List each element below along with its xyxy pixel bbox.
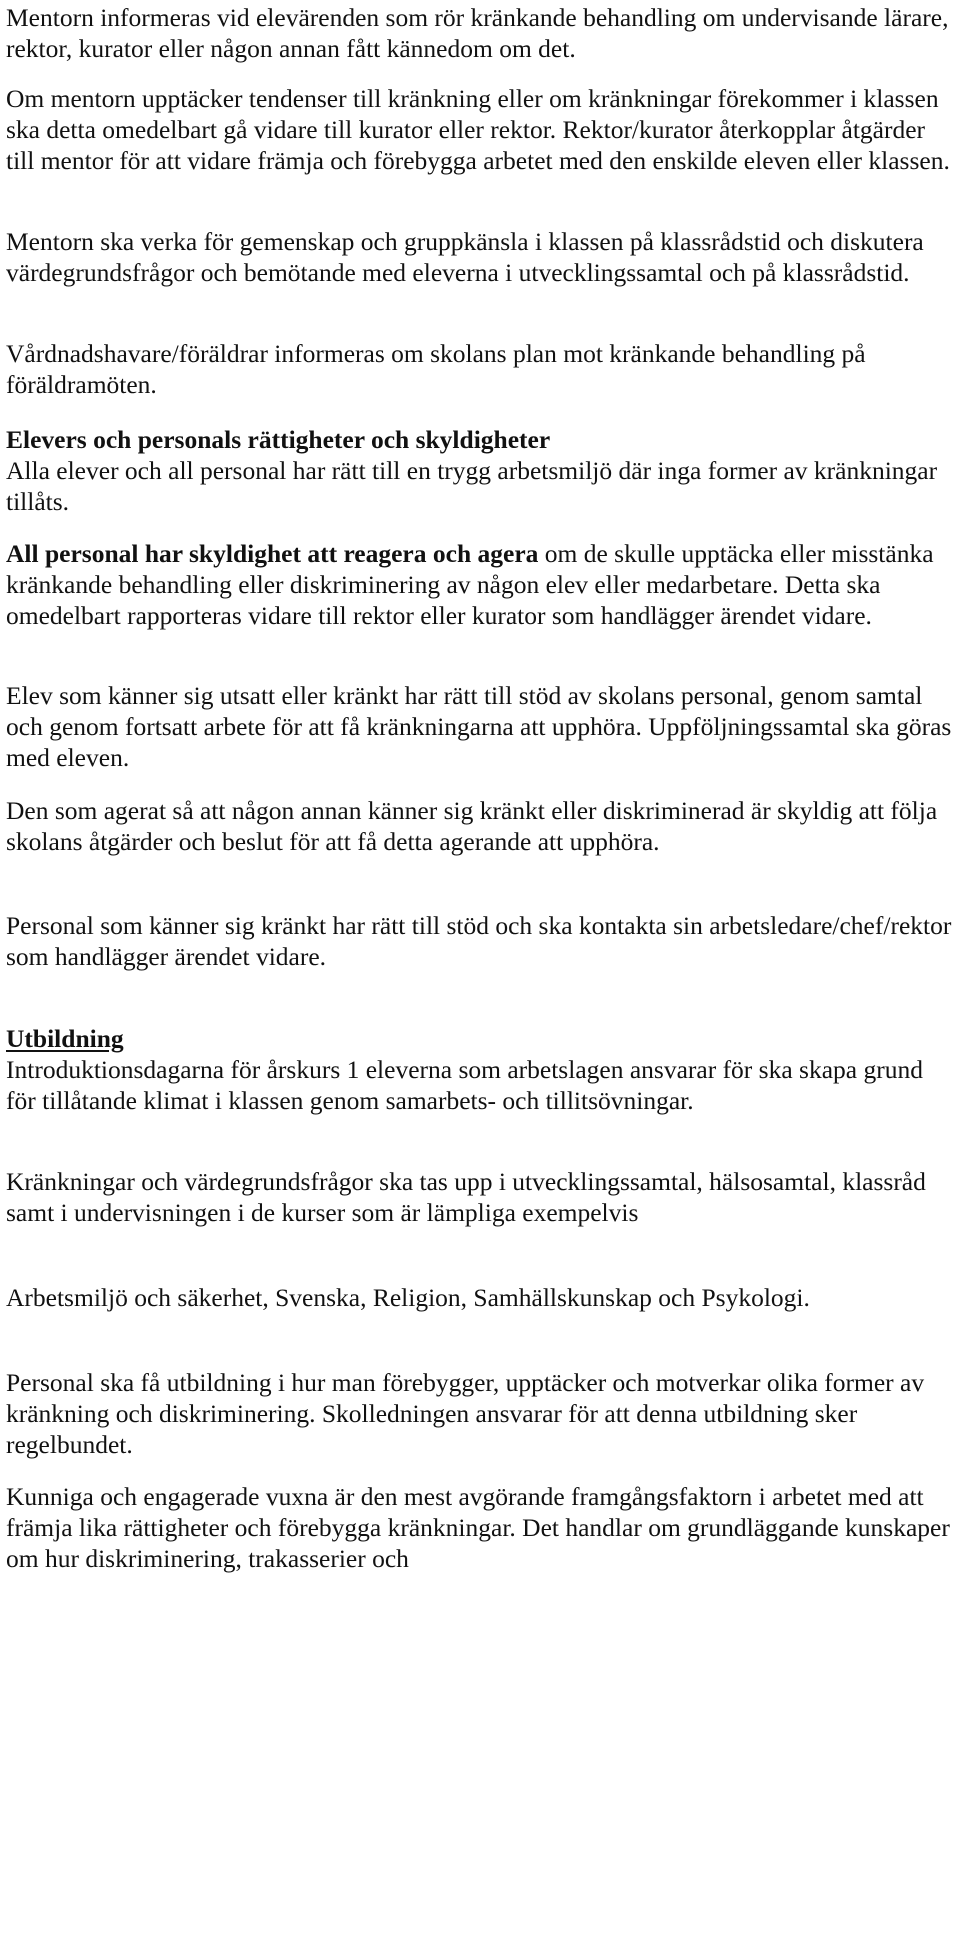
paragraph-safe-workplace: Alla elever och all personal har rätt till en trygg arbetsmiljö där inga former av kränkningar tillåts.: [6, 456, 938, 516]
paragraph-introduction-days: Introduktionsdagarna för årskurs 1 eleverna som arbetslagen ansvarar för ska skapa grund för tillåtande klimat i klassen genom samarbets- och tillitsövningar.: [6, 1055, 923, 1115]
paragraph-staff-training: Personal ska få utbildning i hur man förebygger, upptäcker och motverkar olika former av kränkning och diskriminering. Skolledningen ansvarar för att denna utbildning sker regelbundet.: [6, 1368, 925, 1459]
heading-rights-duties: Elevers och personals rättigheter och skyldigheter: [6, 425, 551, 454]
paragraph-staff-duty: [6, 538, 954, 631]
paragraph-engaged-adults: Kunniga och engagerade vuxna är den mest avgörande framgångsfaktorn i arbetet med att främja lika rättigheter och förebygga kränkningar. Det handlar om grundläggande kunskaper om hur diskriminering, trakasserier och: [6, 1482, 950, 1573]
staff-duty-text: om de skulle upptäcka eller misstänka kränkande behandling eller diskriminering av någon elev eller medarbetare. Detta ska omedelbart rapporteras vidare till rektor eller kurator som handlägger ärendet vidare.: [6, 539, 934, 630]
paragraph-student-support: Elev som känner sig utsatt eller kränkt har rätt till stöd av skolans personal, genom samtal och genom fortsatt arbete för att få kränkningarna att upphöra. Uppföljningssamtal ska göras med eleven.: [6, 681, 952, 772]
paragraph-offender-duty: Den som agerat så att någon annan känner sig kränkt eller diskriminerad är skyldig att följa skolans åtgärder och beslut för att få detta agerande att upphöra.: [6, 796, 938, 856]
paragraph-courses: Arbetsmiljö och säkerhet, Svenska, Religion, Samhällskunskap och Psykologi.: [6, 1283, 810, 1312]
paragraph-guardians-informed: Vårdnadshavare/föräldrar informeras om skolans plan mot kränkande behandling på föräldramöten.: [6, 339, 866, 399]
paragraph-staff-support: Personal som känner sig kränkt har rätt till stöd och ska kontakta sin arbetsledare/chef/rektor som handlägger ärendet vidare.: [6, 911, 952, 971]
heading-education: Utbildning: [6, 1024, 124, 1053]
paragraph-mentor-detects: Om mentorn upptäcker tendenser till kränkning eller om kränkningar förekommer i klassen ska detta omedelbart gå vidare till kurator eller rektor. Rektor/kurator återkopplar åtgärder till mentor för att vidare främja och förebygga arbetet med den enskilde eleven eller klassen.: [6, 84, 950, 175]
paragraph-mentor-informed: Mentorn informeras vid elevärenden som rör kränkande behandling om undervisande lärare, rektor, kurator eller någon annan fått kännedom om det.: [6, 3, 949, 63]
paragraph-mentor-community: Mentorn ska verka för gemenskap och gruppkänsla i klassen på klassrådstid och diskutera värdegrundsfrågor och bemötande med eleverna i utvecklingssamtal och på klassrådstid.: [6, 227, 924, 287]
staff-duty-emphasis: All personal har skyldighet att reagera och agera: [6, 539, 539, 568]
paragraph-value-questions: Kränkningar och värdegrundsfrågor ska tas upp i utvecklingssamtal, hälsosamtal, klassråd samt i undervisningen i de kurser som är lämpliga exempelvis: [6, 1167, 926, 1227]
